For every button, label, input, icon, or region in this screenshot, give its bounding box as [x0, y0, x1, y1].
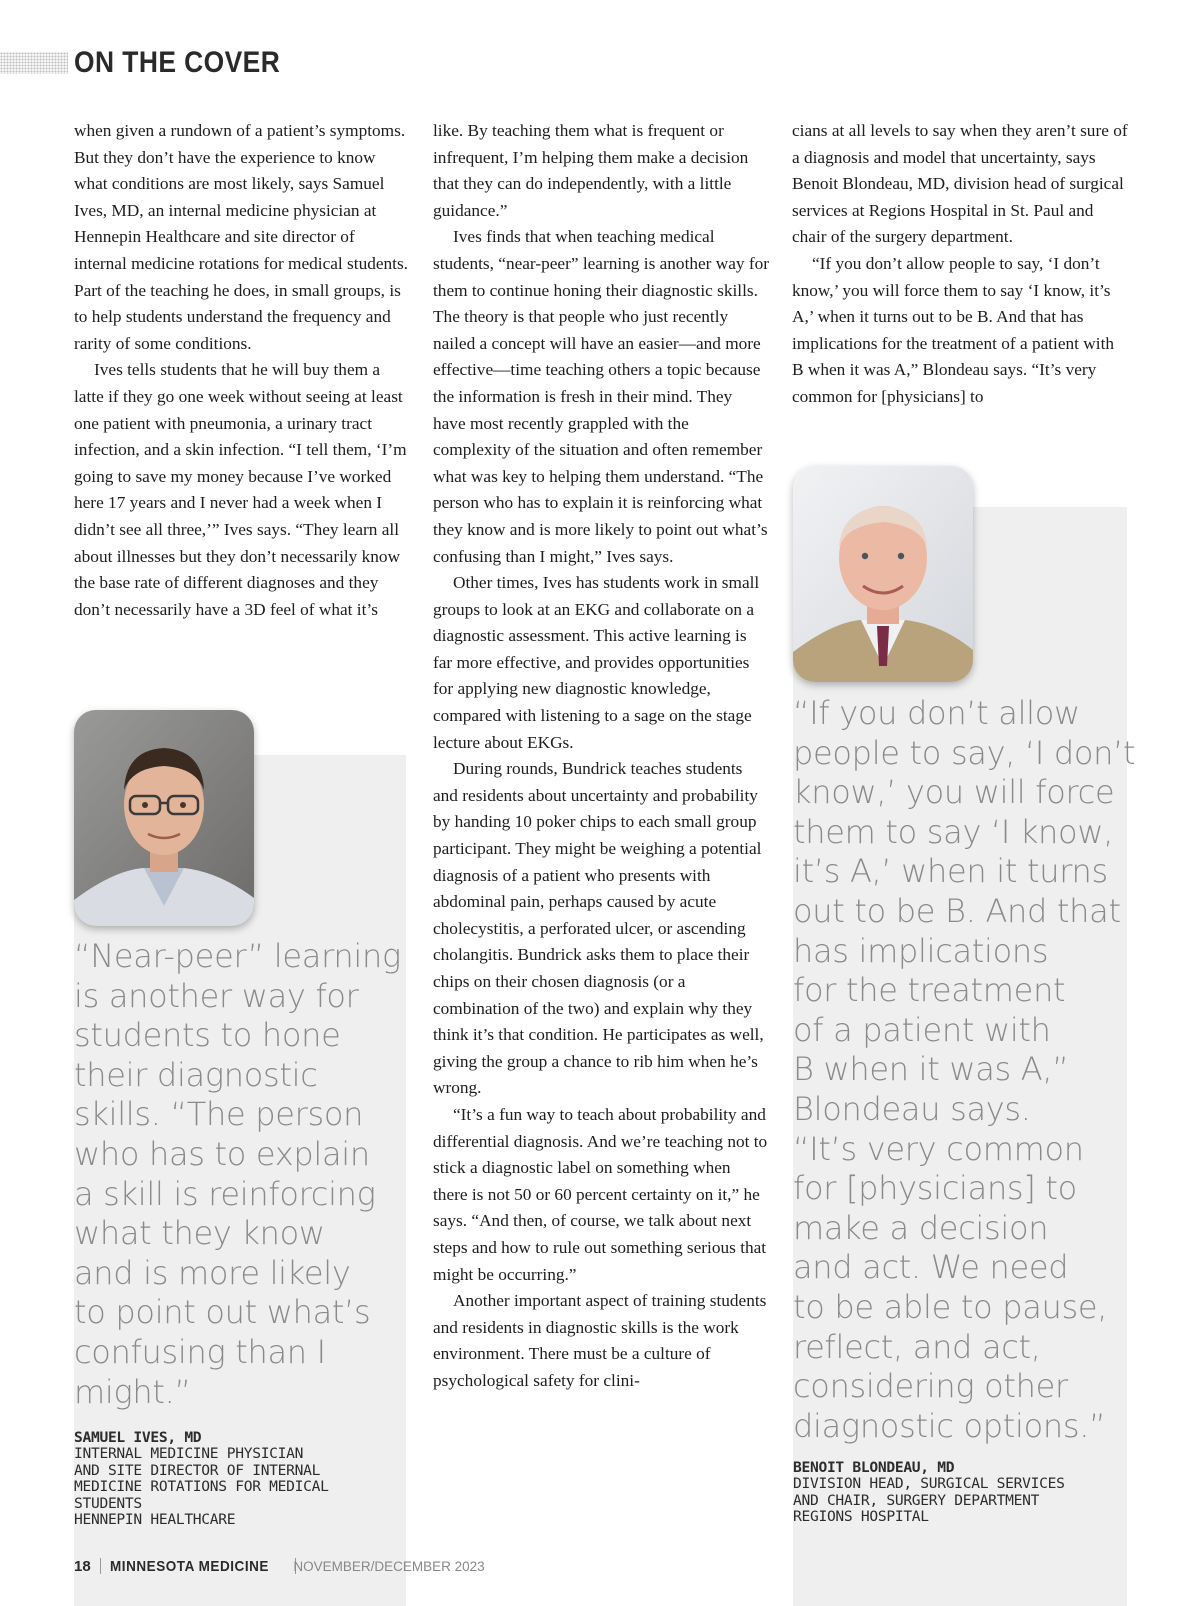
attribution-title-line: HENNEPIN HEALTHCARE	[74, 1511, 236, 1529]
pullquote-line: it’s A,’ when it turns	[793, 852, 1108, 891]
page-number: 18	[74, 1557, 91, 1575]
magazine-name: MINNESOTA MEDICINE	[109, 1557, 269, 1575]
attribution-title-line: AND SITE DIRECTOR OF INTERNAL	[74, 1461, 321, 1479]
pullquote-line: to point out what’s	[74, 1293, 371, 1332]
body-paragraph: like. By teaching them what is frequent or infrequent, I’m helping them make a decision that they can do independently, with a little guidance.”	[433, 121, 749, 220]
pullquote-line: “If you don’t allow	[793, 694, 1080, 732]
portrait-image	[793, 466, 973, 682]
pullquote-line: know,’ you will force	[793, 773, 1115, 812]
pullquote-line: for the treatment	[793, 971, 1066, 1010]
pullquote-line: people to say, ‘I don’t	[793, 733, 1136, 772]
portrait-photo-ives	[74, 710, 254, 926]
body-paragraph: “If you don’t allow people to say, ‘I don’t know,’ you will force them to say ‘I know, it’s A,’ when it turns out to be B. And that has implications for the treatment of a patient with B when it was A,” Blondeau says. “It’s very common for [physicians] to	[792, 253, 1115, 406]
pullquote-line: who has to explain	[74, 1134, 370, 1173]
attribution-name: BENOIT BLONDEAU, MD	[793, 1459, 955, 1476]
portrait-image	[74, 710, 254, 926]
portrait-photo-blondeau	[793, 466, 973, 682]
pullquote-line: and act. We need	[793, 1248, 1069, 1287]
pullquote-line: has implications	[793, 931, 1049, 970]
pullquote-line: and is more likely	[74, 1253, 351, 1292]
pullquote-line: B when it was A,”	[793, 1050, 1069, 1089]
pullquote-line: out to be B. And that	[793, 891, 1121, 930]
pullquote-line: of a patient with	[793, 1010, 1051, 1049]
pullquote-line: skills. “The person	[74, 1095, 364, 1134]
attribution-title-line: MEDICINE ROTATIONS FOR MEDICAL	[74, 1478, 329, 1496]
attribution-title-line: STUDENTS	[74, 1494, 142, 1512]
attribution-title-line: REGIONS HOSPITAL	[793, 1508, 929, 1526]
article-column-2	[433, 118, 769, 1395]
body-paragraph: Ives tells students that he will buy them a latte if they go one week without seeing at least one patient with pneumonia, a urinary tract infection, and a skin infection. “I tell them, ‘I’m going to save my money because I’ve worked here 17 years and I never had a week when I didn’t see all three,’” Ives says. “They learn all about illnesses but they don’t necessarily know the base rate of different diagnoses and they don’t necessarily have a 3D feel of what it’s	[74, 360, 407, 619]
pullquote-attribution-ives	[74, 1430, 329, 1528]
body-paragraph: when given a rundown of a patient’s symptoms. But they don’t have the experience to know what conditions are most likely, says Samuel Ives, MD, an internal medicine physician at Hennepin Healthcare and site director of internal medicine rotations for medical students. Part of the teaching he does, in small groups, is to help students understand the frequency and rarity of some conditions.	[74, 121, 409, 353]
pullquote-line: is another way for	[74, 976, 359, 1015]
pullquote-line: might.”	[74, 1372, 191, 1411]
pullquote-line: Blondeau says.	[793, 1089, 1031, 1128]
pullquote-line: for [physicians] to	[793, 1169, 1077, 1208]
pullquote-line: considering other	[793, 1367, 1068, 1406]
body-paragraph: “It’s a fun way to teach about probability and differential diagnosis. And we’re teaching not to stick a diagnostic label on something when there is not 50 or 60 percent certainty on it,” he says. “And then, of course, we talk about next steps and how to rule out something serious that might be occurring.”	[433, 1104, 768, 1284]
pullquote-line: “It’s very common	[793, 1129, 1084, 1168]
pullquote-line: a skill is reinforcing	[74, 1174, 376, 1213]
pullquote-line: what they know	[74, 1214, 325, 1253]
footer-divider	[100, 1558, 101, 1574]
pullquote-line: confusing than I	[74, 1332, 326, 1371]
section-header	[0, 46, 308, 80]
attribution-title-line: DIVISION HEAD, SURGICAL SERVICES	[793, 1475, 1065, 1493]
pullquote-attribution-blondeau	[793, 1460, 1065, 1526]
pullquote-line: “Near-peer” learning	[74, 937, 401, 975]
article-column-3	[792, 118, 1128, 411]
body-paragraph: Another important aspect of training students and residents in diagnostic skills is the work environment. There must be a culture of psychological safety for clini-	[433, 1291, 767, 1390]
section-title: ON THE COVER	[74, 46, 281, 79]
body-paragraph: Ives finds that when teaching medical students, “near-peer” learning is another way for them to continue honing their diagnostic skills. The theory is that people who just recently nailed a concept will have an easier—and more effective—time teaching others a topic because the information is fresh in their mind. They have most recently grappled with the complexity of the situation and often remember what was key to helping them understand. “The person who has to explain it is reinforcing what they know and is more likely to point out what’s confusing than I might,” Ives says.	[433, 227, 770, 566]
pullquote-ives	[74, 937, 401, 1412]
pullquote-line: them to say ‘I know,	[793, 812, 1114, 851]
issue-date: NOVEMBER/DECEMBER 2023	[293, 1558, 485, 1574]
pullquote-line: reflect, and act,	[793, 1327, 1041, 1366]
article-column-1	[74, 118, 410, 623]
attribution-title-line: AND CHAIR, SURGERY DEPARTMENT	[793, 1491, 1040, 1509]
body-paragraph: cians at all levels to say when they aren’t sure of a diagnosis and model that uncertainty, says Benoit Blondeau, MD, division head of surgical services at Regions Hospital in St. Paul and chair of the surgery department.	[792, 121, 1128, 247]
dot-pattern-decoration	[0, 52, 68, 74]
pullquote-blondeau	[793, 694, 1135, 1446]
pullquote-line: make a decision	[793, 1208, 1049, 1247]
attribution-title-line: INTERNAL MEDICINE PHYSICIAN	[74, 1445, 304, 1463]
page-footer	[74, 1555, 485, 1577]
body-paragraph: Other times, Ives has students work in small groups to look at an EKG and collaborate on a diagnostic assessment. This active learning is far more effective, and provides opportunities for applying new diagnostic knowledge, compared with listening to a sage on the stage lecture about EKGs.	[433, 573, 760, 752]
attribution-name: SAMUEL IVES, MD	[74, 1429, 202, 1446]
pullquote-line: students to hone	[74, 1016, 341, 1055]
pullquote-line: to be able to pause,	[793, 1287, 1108, 1326]
body-paragraph: During rounds, Bundrick teaches students and residents about uncertainty and probability by handing 10 poker chips to each small group participant. They might be weighing a potential diagnosis of a patient who presents with abdominal pain, perhaps caused by acute cholecystitis, a perforated ulcer, or ascending cholangitis. Bundrick asks them to place their chips on their chosen diagnosis (or a combination of the two) and explain why they think it’s that condition. He participates as well, giving the group a chance to rib him when he’s wrong.	[433, 759, 764, 1098]
pullquote-line: diagnostic options.”	[793, 1406, 1106, 1445]
pullquote-line: their diagnostic	[74, 1055, 318, 1094]
